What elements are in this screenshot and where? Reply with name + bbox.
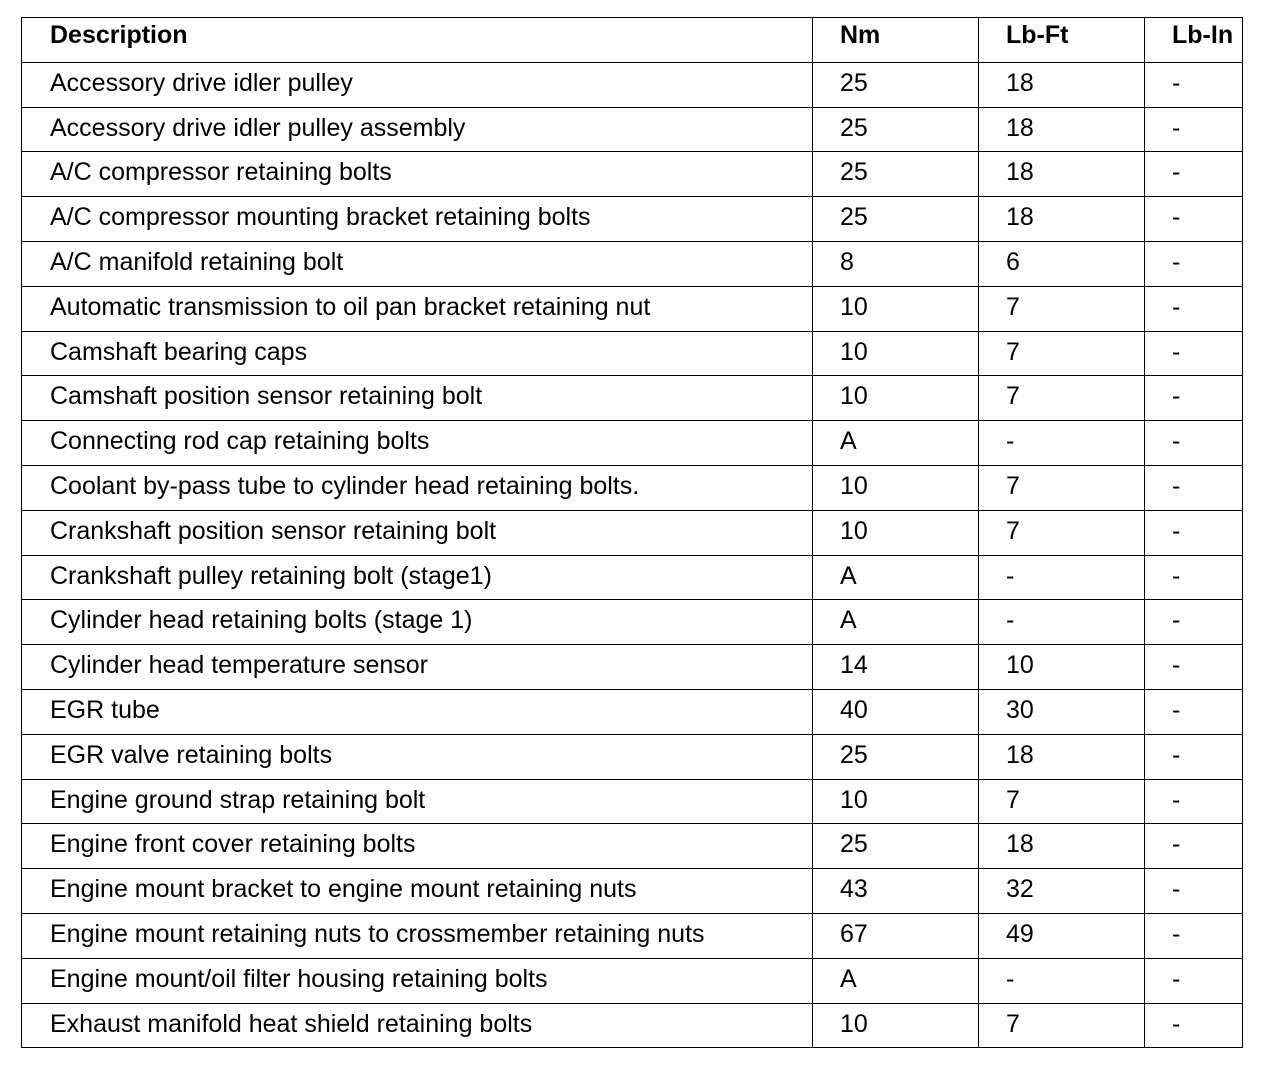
cell-description: EGR valve retaining bolts	[22, 734, 813, 779]
cell-nm: 8	[813, 241, 979, 286]
cell-lb-ft: 32	[979, 869, 1145, 914]
cell-description: Automatic transmission to oil pan bracket retaining nut	[22, 286, 813, 331]
cell-description: Engine ground strap retaining bolt	[22, 779, 813, 824]
cell-nm: 10	[813, 510, 979, 555]
cell-lb-in: -	[1145, 689, 1243, 734]
cell-lb-in: -	[1145, 734, 1243, 779]
cell-lb-in: -	[1145, 600, 1243, 645]
cell-lb-ft: 18	[979, 152, 1145, 197]
cell-description: Crankshaft pulley retaining bolt (stage1)	[22, 555, 813, 600]
cell-nm: 25	[813, 107, 979, 152]
table-row	[22, 824, 1243, 869]
cell-nm: 25	[813, 824, 979, 869]
cell-nm: 10	[813, 286, 979, 331]
cell-description: EGR tube	[22, 689, 813, 734]
cell-description: Connecting rod cap retaining bolts	[22, 421, 813, 466]
cell-lb-in: -	[1145, 645, 1243, 690]
cell-nm: 67	[813, 913, 979, 958]
header-nm: Nm	[813, 18, 979, 63]
table-row	[22, 286, 1243, 331]
header-lb-in: Lb-In	[1145, 18, 1243, 63]
cell-description: Exhaust manifold heat shield retaining bolts	[22, 1003, 813, 1048]
table-row	[22, 869, 1243, 914]
table-header	[22, 18, 1243, 63]
cell-description: A/C compressor mounting bracket retaining bolts	[22, 197, 813, 242]
cell-lb-in: -	[1145, 152, 1243, 197]
table-row	[22, 734, 1243, 779]
cell-lb-in: -	[1145, 241, 1243, 286]
cell-description: Engine mount/oil filter housing retaining bolts	[22, 958, 813, 1003]
cell-lb-in: -	[1145, 421, 1243, 466]
cell-lb-in: -	[1145, 331, 1243, 376]
cell-nm: A	[813, 555, 979, 600]
table-row	[22, 152, 1243, 197]
cell-nm: 25	[813, 734, 979, 779]
cell-lb-ft: 7	[979, 331, 1145, 376]
cell-lb-ft: 18	[979, 734, 1145, 779]
cell-nm: 10	[813, 376, 979, 421]
table-row	[22, 107, 1243, 152]
cell-lb-in: -	[1145, 1003, 1243, 1048]
cell-nm: 25	[813, 62, 979, 107]
table-row	[22, 555, 1243, 600]
cell-nm: 43	[813, 869, 979, 914]
header-description: Description	[22, 18, 813, 63]
table-row	[22, 331, 1243, 376]
table-row	[22, 62, 1243, 107]
table-row	[22, 510, 1243, 555]
cell-lb-ft: 7	[979, 1003, 1145, 1048]
cell-nm: A	[813, 958, 979, 1003]
cell-lb-ft: 10	[979, 645, 1145, 690]
table-row	[22, 465, 1243, 510]
cell-description: Camshaft bearing caps	[22, 331, 813, 376]
cell-lb-ft: -	[979, 600, 1145, 645]
cell-lb-ft: 7	[979, 286, 1145, 331]
table-row	[22, 689, 1243, 734]
cell-lb-in: -	[1145, 779, 1243, 824]
table-body	[22, 62, 1243, 1048]
cell-description: Accessory drive idler pulley assembly	[22, 107, 813, 152]
table-row	[22, 421, 1243, 466]
table-row	[22, 779, 1243, 824]
cell-nm: 10	[813, 1003, 979, 1048]
cell-lb-ft: 18	[979, 824, 1145, 869]
cell-nm: 14	[813, 645, 979, 690]
cell-lb-in: -	[1145, 510, 1243, 555]
cell-nm: 10	[813, 331, 979, 376]
cell-lb-in: -	[1145, 913, 1243, 958]
cell-description: A/C manifold retaining bolt	[22, 241, 813, 286]
cell-description: Engine mount bracket to engine mount retaining nuts	[22, 869, 813, 914]
cell-nm: A	[813, 421, 979, 466]
cell-nm: 25	[813, 152, 979, 197]
table-row	[22, 913, 1243, 958]
table-row	[22, 241, 1243, 286]
cell-description: Coolant by-pass tube to cylinder head retaining bolts.	[22, 465, 813, 510]
cell-description: Cylinder head temperature sensor	[22, 645, 813, 690]
cell-description: Crankshaft position sensor retaining bolt	[22, 510, 813, 555]
cell-nm: 10	[813, 465, 979, 510]
header-lb-ft: Lb-Ft	[979, 18, 1145, 63]
cell-description: A/C compressor retaining bolts	[22, 152, 813, 197]
cell-lb-in: -	[1145, 465, 1243, 510]
cell-nm: 25	[813, 197, 979, 242]
cell-lb-ft: 7	[979, 510, 1145, 555]
table-row	[22, 958, 1243, 1003]
table-row	[22, 376, 1243, 421]
cell-lb-in: -	[1145, 958, 1243, 1003]
cell-lb-ft: 18	[979, 197, 1145, 242]
cell-nm: A	[813, 600, 979, 645]
cell-lb-in: -	[1145, 107, 1243, 152]
cell-lb-in: -	[1145, 286, 1243, 331]
header-row	[22, 18, 1243, 63]
cell-lb-ft: -	[979, 555, 1145, 600]
cell-description: Accessory drive idler pulley	[22, 62, 813, 107]
cell-nm: 40	[813, 689, 979, 734]
cell-lb-ft: 18	[979, 107, 1145, 152]
cell-description: Cylinder head retaining bolts (stage 1)	[22, 600, 813, 645]
cell-lb-ft: -	[979, 421, 1145, 466]
cell-lb-ft: 30	[979, 689, 1145, 734]
cell-lb-ft: -	[979, 958, 1145, 1003]
cell-lb-ft: 7	[979, 376, 1145, 421]
table-row	[22, 600, 1243, 645]
cell-nm: 10	[813, 779, 979, 824]
table-row	[22, 197, 1243, 242]
cell-description: Engine front cover retaining bolts	[22, 824, 813, 869]
cell-lb-ft: 49	[979, 913, 1145, 958]
cell-lb-ft: 6	[979, 241, 1145, 286]
cell-lb-ft: 18	[979, 62, 1145, 107]
cell-lb-in: -	[1145, 555, 1243, 600]
torque-spec-table	[21, 17, 1243, 1048]
cell-lb-in: -	[1145, 376, 1243, 421]
table-row	[22, 1003, 1243, 1048]
cell-lb-in: -	[1145, 824, 1243, 869]
table-row	[22, 645, 1243, 690]
cell-lb-in: -	[1145, 62, 1243, 107]
cell-description: Camshaft position sensor retaining bolt	[22, 376, 813, 421]
cell-lb-in: -	[1145, 197, 1243, 242]
cell-lb-in: -	[1145, 869, 1243, 914]
cell-lb-ft: 7	[979, 779, 1145, 824]
cell-description: Engine mount retaining nuts to crossmember retaining nuts	[22, 913, 813, 958]
cell-lb-ft: 7	[979, 465, 1145, 510]
